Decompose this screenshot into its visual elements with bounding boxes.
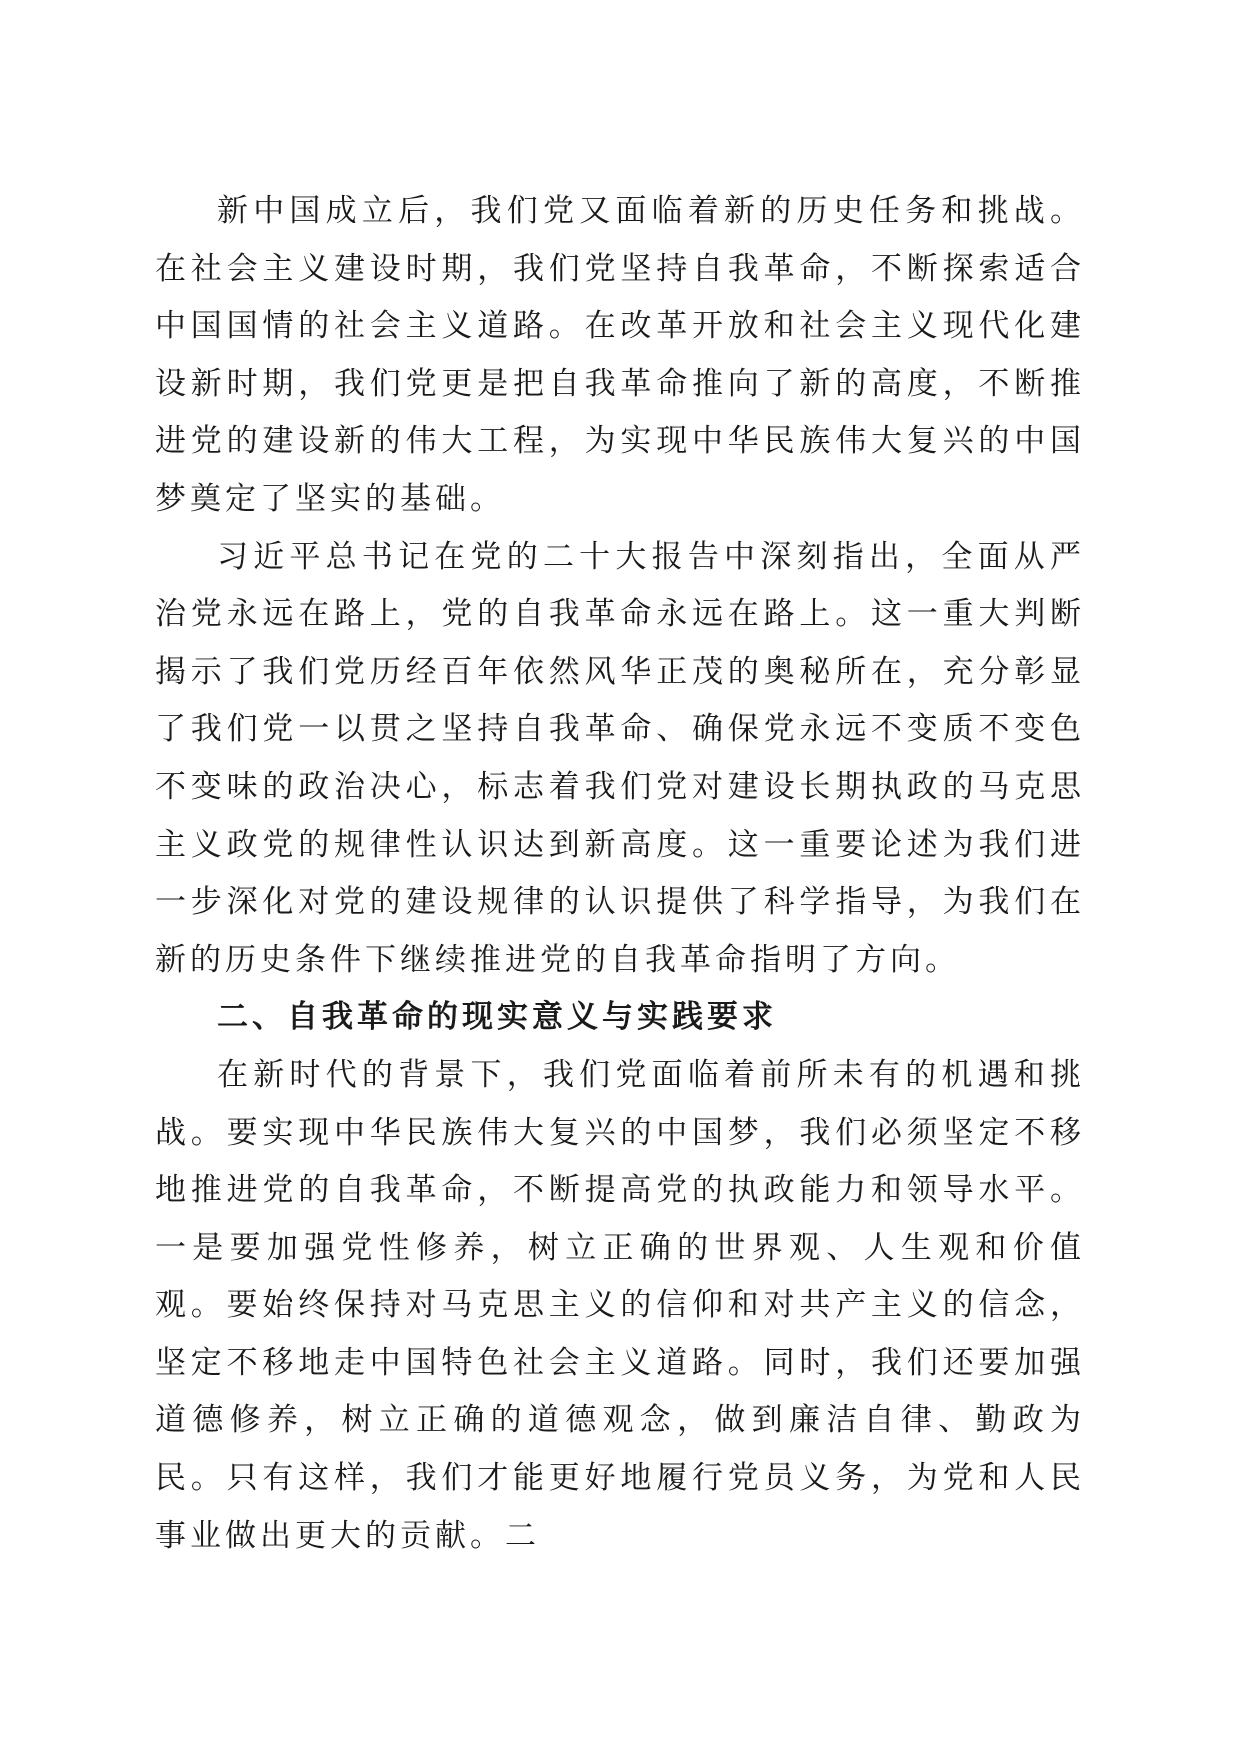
document-body xyxy=(155,183,1085,1565)
section-heading: 二、自我革命的现实意义与实践要求 xyxy=(217,999,777,1036)
paragraph-history: 新中国成立后，我们党又面临着新的历史任务和挑战。在社会主义建设时期，我们党坚持自我革命，不断探索适合中国国情的社会主义道路。在改革开放和社会主义现代化建设新时期，我们党更是把自我革命推向了新的高度，不断推进党的建设新的伟大工程，为实现中华民族伟大复兴的中国梦奠定了坚实的基础。 xyxy=(155,193,1085,517)
paragraph-new-era: 在新时代的背景下，我们党面临着前所未有的机遇和挑战。要实现中华民族伟大复兴的中国梦，我们必须坚定不移地推进党的自我革命，不断提高党的执政能力和领导水平。一是要加强党性修养，树立正确的世界观、人生观和价值观。要始终保持对马克思主义的信仰和对共产主义的信念，坚定不移地走中国特色社会主义道路。同时，我们还要加强道德修养，树立正确的道德观念，做到廉洁自律、勤政为民。只有这样，我们才能更好地履行党员义务，为党和人民事业做出更大的贡献。二 xyxy=(155,1056,1085,1554)
paragraph-xi-report: 习近平总书记在党的二十大报告中深刻指出，全面从严治党永远在路上，党的自我革命永远在路上。这一重大判断揭示了我们党历经百年依然风华正茂的奥秘所在，充分彰显了我们党一以贯之坚持自我革命、确保党永远不变质不变色不变味的政治决心，标志着我们党对建设长期执政的马克思主义政党的规律性认识达到新高度。这一重要论述为我们进一步深化对党的建设规律的认识提供了科学指导，为我们在新的历史条件下继续推进党的自我革命指明了方向。 xyxy=(155,538,1085,978)
